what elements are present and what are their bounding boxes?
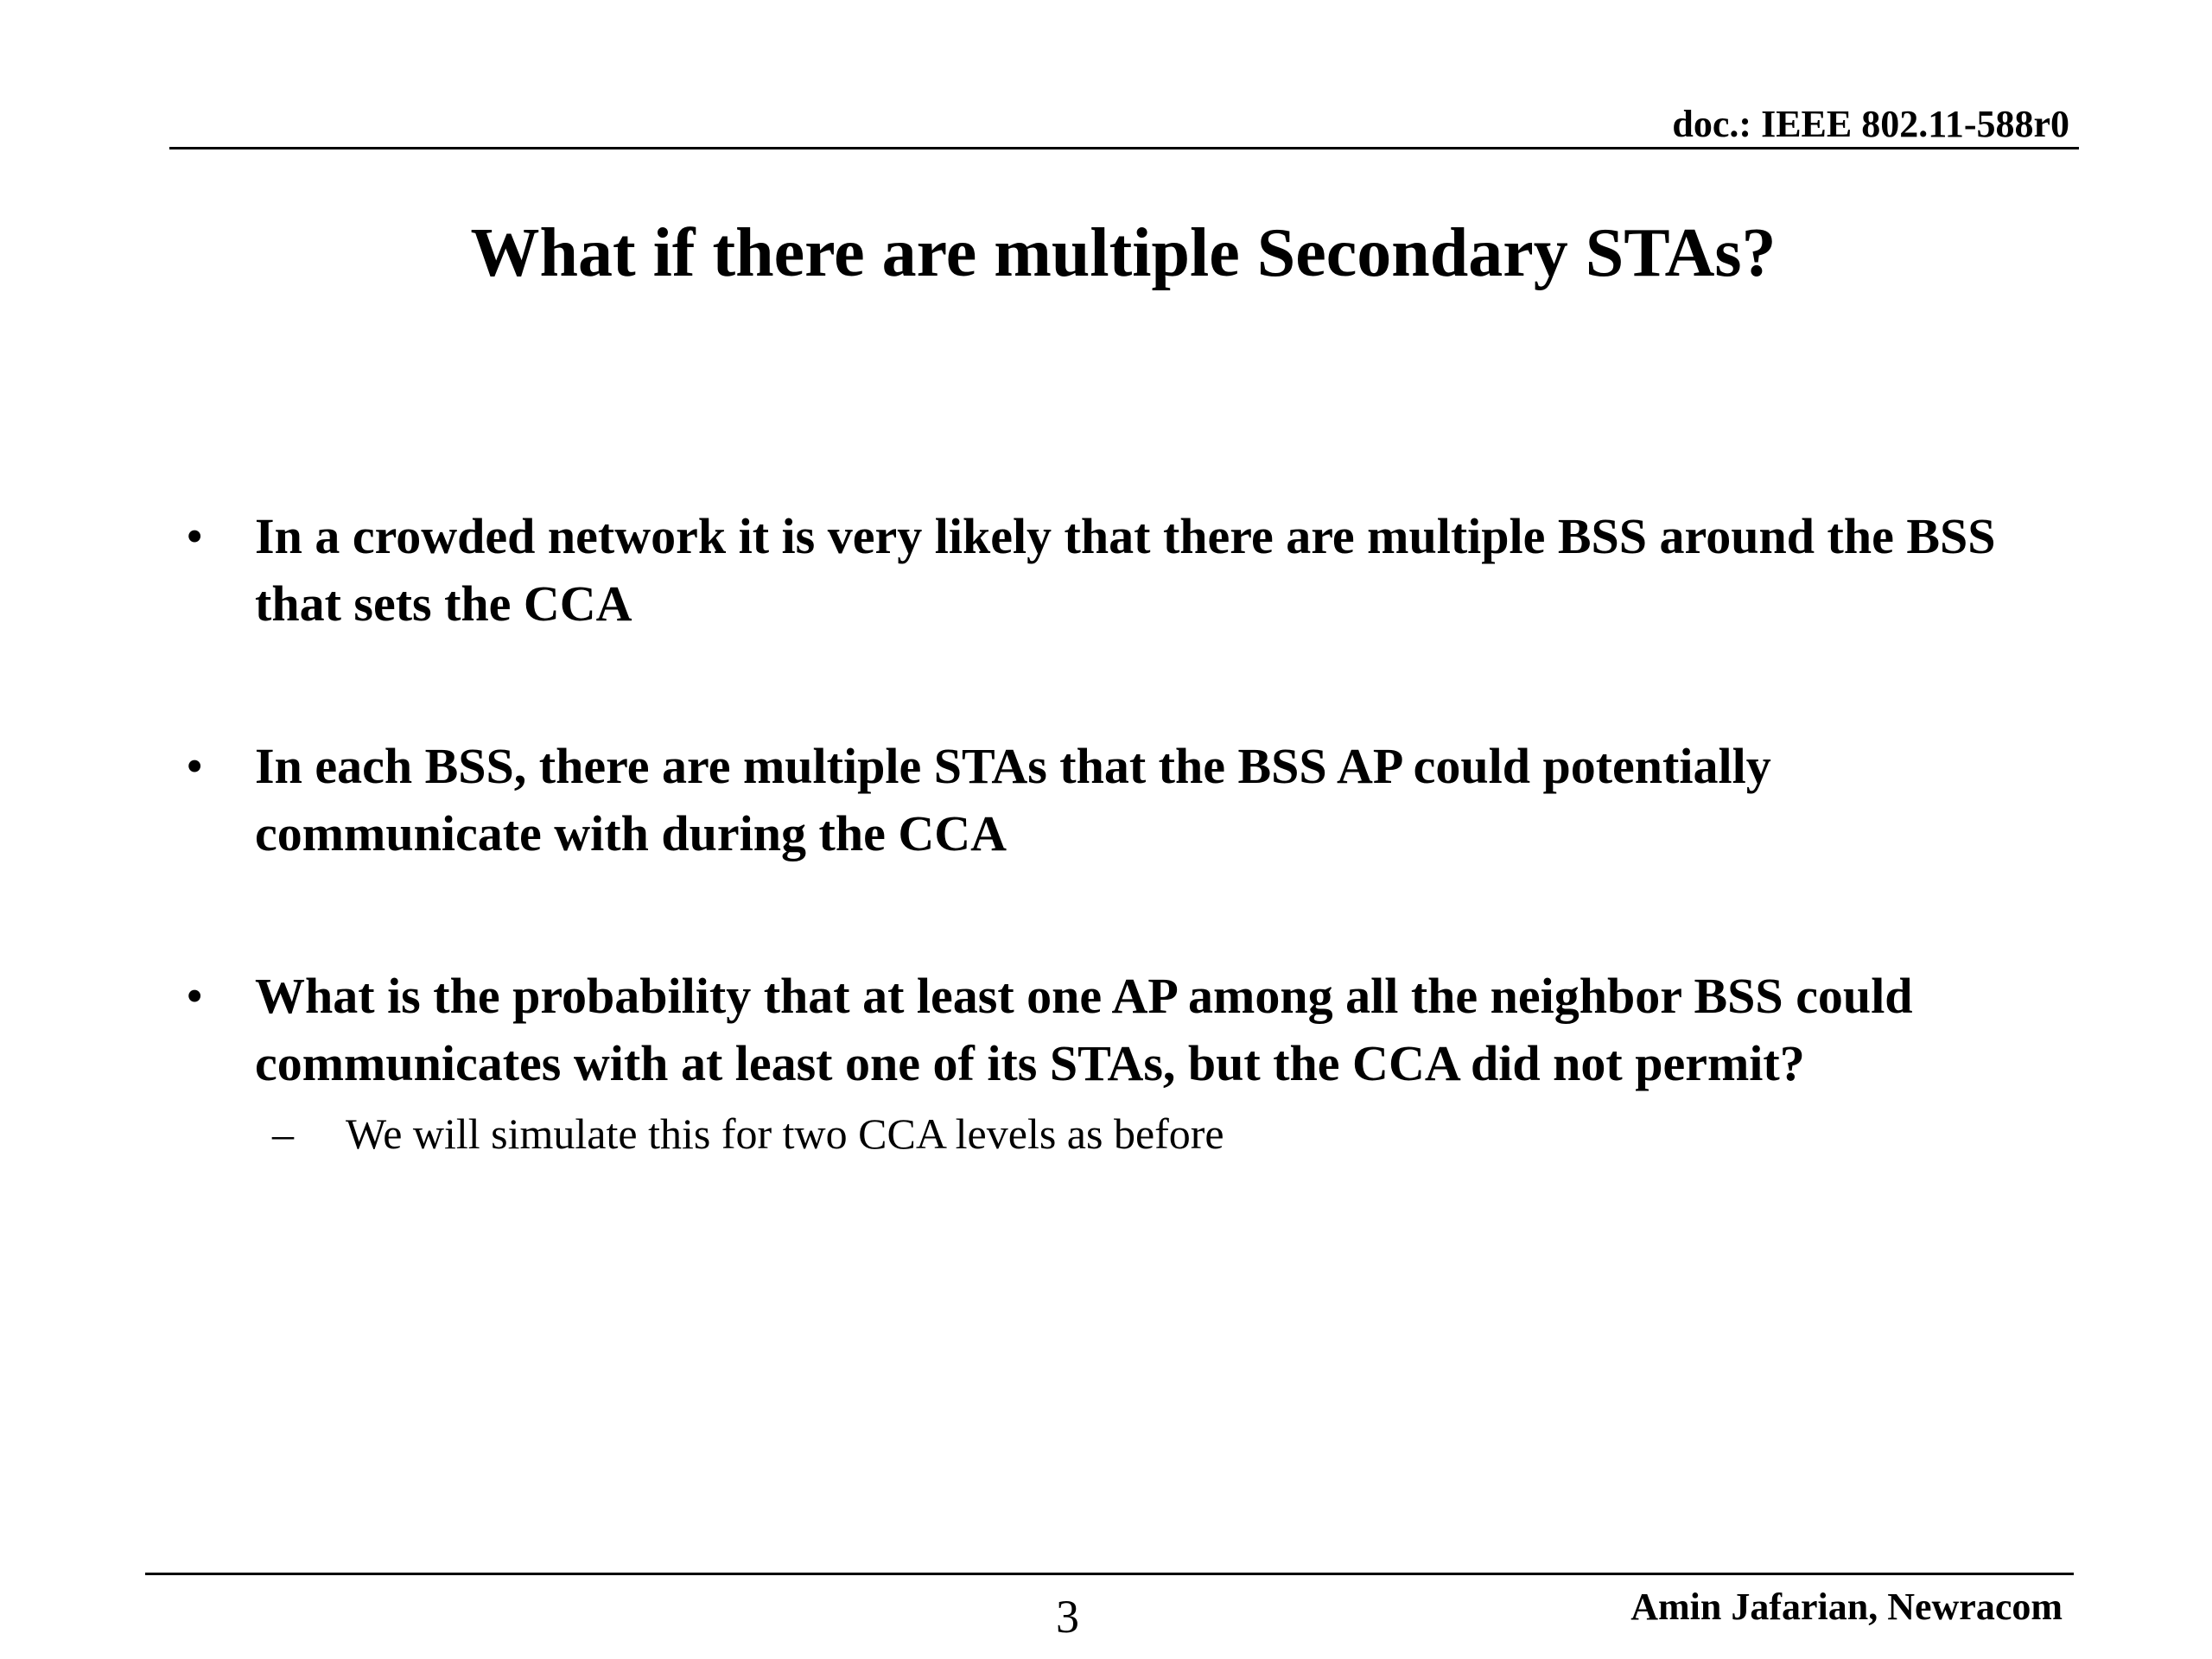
- bullet-item: [186, 963, 2069, 1163]
- footer-divider: [145, 1573, 2074, 1575]
- bullet-text: What is the probability that at least one AP among all the neighbor BSS could communicates with at least one of its STAs, but the CCA did not permit?: [255, 968, 1913, 1091]
- sub-bullet-marker: –: [272, 1109, 294, 1158]
- bullet-text: In a crowded network it is very likely that there are multiple BSS around the BSS that sets the CCA: [255, 508, 1996, 632]
- bullet-item: [186, 503, 2069, 638]
- slide-title: What if there are multiple Secondary STAs?: [470, 215, 1777, 291]
- header-divider: [169, 147, 2079, 149]
- bullet-item: [186, 733, 2069, 868]
- sub-bullet-item: [272, 1104, 2069, 1163]
- bullet-marker: •: [186, 968, 204, 1024]
- bullet-text: In each BSS, there are multiple STAs that the BSS AP could potentially communicate with during the CCA: [255, 738, 1771, 861]
- author-credit: Amin Jafarian, Newracom: [1630, 1586, 2063, 1628]
- sub-bullet-text: We will simulate this for two CCA levels as before: [346, 1109, 1224, 1158]
- document-reference: doc.: IEEE 802.11-588r0: [1672, 103, 2069, 145]
- sub-bullet-list: [255, 1104, 2069, 1163]
- bullet-list: [186, 503, 2069, 1258]
- page-number: 3: [1056, 1591, 1079, 1643]
- bullet-marker: •: [186, 508, 204, 564]
- bullet-marker: •: [186, 738, 204, 794]
